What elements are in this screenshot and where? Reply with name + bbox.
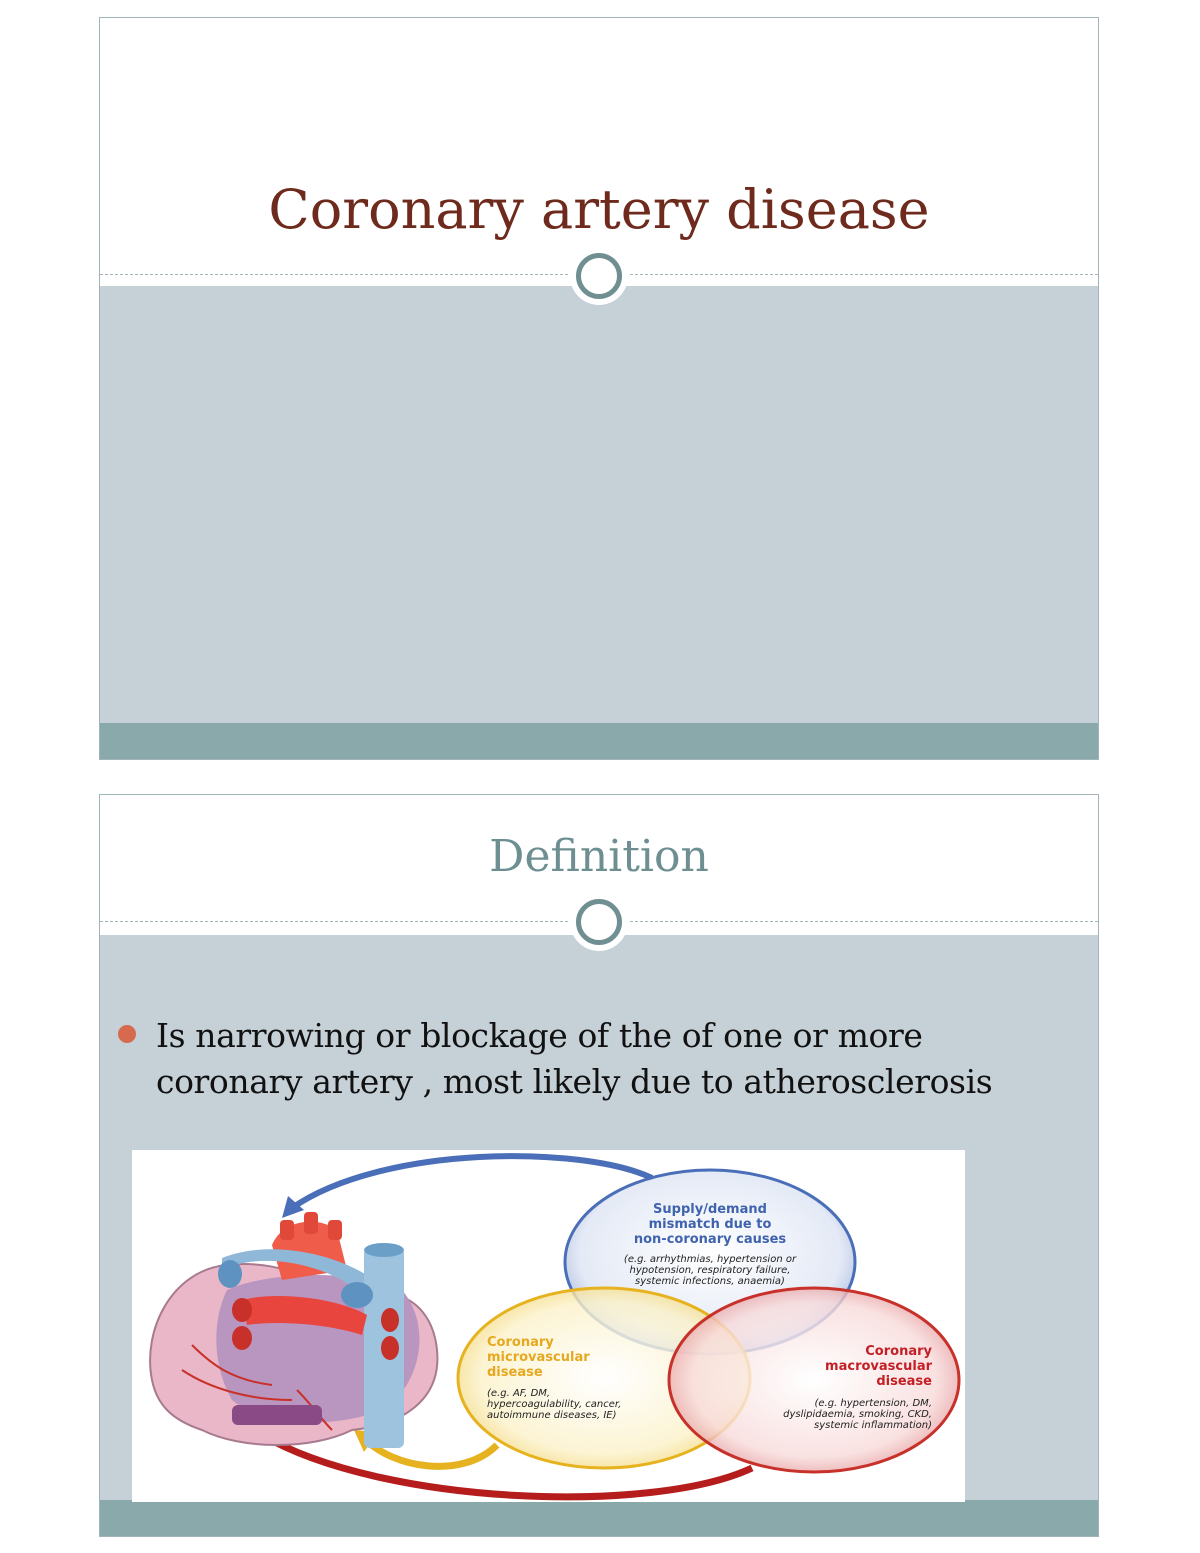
supply-example-1: (e.g. arrhythmias, hypertension or [623,1254,797,1265]
heart-illustration [150,1212,437,1448]
slide-1 [99,17,1099,760]
micro-title-1: Coronary [487,1335,554,1350]
macro-example-3: systemic inflammation) [814,1420,932,1431]
bullet-line-2: coronary artery , most likely due to atherosclerosis [156,1062,993,1101]
slide-2 [99,794,1099,1537]
title-area [100,18,1098,286]
supply-example-3: systemic infections, anaemia) [635,1276,785,1287]
body-area [100,286,1098,723]
footer-bar [100,1500,1098,1536]
macro-title-3: disease [876,1374,932,1389]
bullet-text [156,1013,992,1105]
supply-title-1: Supply/demand [653,1202,767,1217]
slide-title: Coronary artery disease [268,178,930,241]
macro-title-2: macrovascular [825,1359,932,1374]
bullet-dot-icon [118,1025,136,1043]
micro-example-1: (e.g. AF, DM, [487,1388,551,1399]
micro-title-2: microvascular [487,1350,590,1365]
cad-figure [132,1150,965,1502]
supply-example-2: hypotension, respiratory failure, [629,1265,791,1276]
slide-title: Definition [489,831,709,882]
macro-example-1: (e.g. hypertension, DM, [814,1398,932,1409]
micro-title-3: disease [487,1365,543,1380]
cad-diagram [132,1150,965,1502]
footer-bar [100,723,1098,759]
supply-title-3: non-coronary causes [633,1232,787,1247]
micro-example-3: autoimmune diseases, IE) [487,1410,617,1421]
blue-arrow-icon [292,1156,652,1208]
ring-ornament [576,899,622,945]
micro-example-2: hypercoagulability, cancer, [487,1399,622,1410]
ring-ornament [576,253,622,299]
bullet-item [118,1013,1078,1105]
bullet-line-1: Is narrowing or blockage of the of one or more [156,1016,923,1055]
macro-title-1: Coronary [865,1344,932,1359]
macro-example-2: dyslipidaemia, smoking, CKD, [783,1409,932,1420]
supply-title-2: mismatch due to [648,1217,772,1232]
